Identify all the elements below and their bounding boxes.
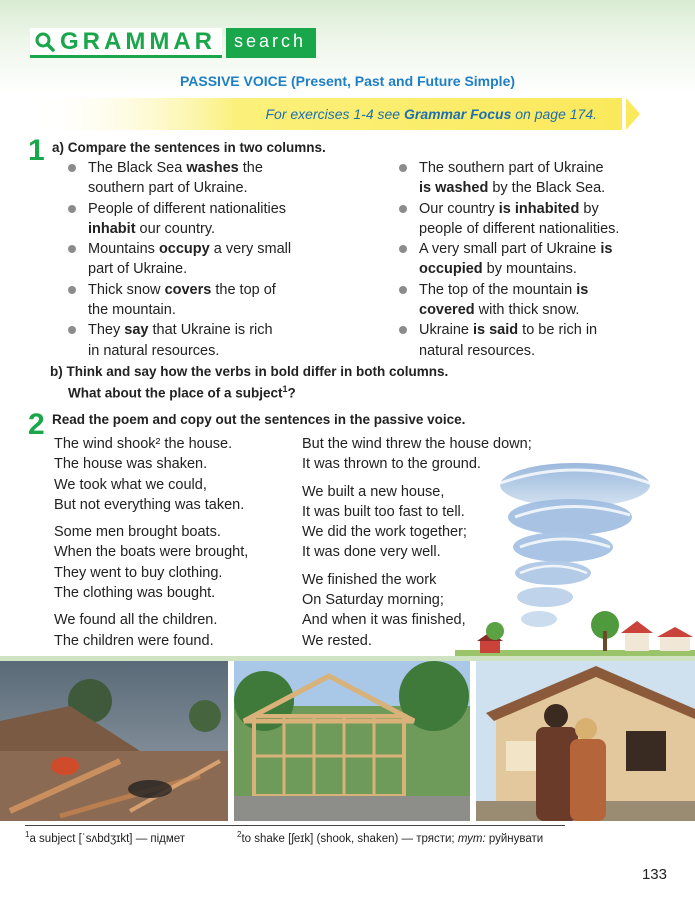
sentence-text: The southern part of Ukraine [419, 160, 604, 176]
sentence-verb-bold: is [576, 281, 589, 298]
sentence-text: part of Ukraine. [88, 261, 188, 278]
badge-left [30, 28, 222, 58]
poem-line: Some men brought boats. [54, 524, 221, 541]
sentence-line [419, 158, 695, 178]
photo-strip [0, 661, 695, 821]
poem-line: We did the work together; [302, 524, 467, 541]
right-sentence [395, 239, 695, 280]
sentence-text: Thick snow [88, 281, 165, 298]
right-sentence [395, 280, 695, 321]
sentence-text: Mountains [88, 241, 159, 258]
left-sentence [64, 158, 364, 199]
photo-house-frame [234, 661, 470, 821]
sentence-line [419, 219, 695, 239]
banner-text [0, 106, 597, 122]
footnote-1 [25, 830, 237, 845]
exercise-2-instruction: Read the poem and copy out the sentences in the passive voice. [52, 412, 466, 427]
sentence-line [88, 280, 364, 300]
badge-word: GRAMMAR [60, 27, 216, 55]
sentence-line [88, 259, 364, 279]
sentence-verb-bold: is inhabited [498, 200, 580, 217]
sentence-verb-bold: covered [419, 302, 475, 319]
sentence-line [419, 178, 695, 198]
sentence-line [88, 320, 364, 340]
sentence-text: by the Black Sea. [488, 180, 606, 197]
sentence-verb-bold: occupy [158, 241, 210, 258]
right-sentence [395, 199, 695, 240]
sentence-verb-bold: inhabit [88, 220, 136, 237]
sentence-line [419, 280, 695, 300]
sentence-line [419, 341, 695, 361]
footnote-1-text: a subject [ˈsʌbdʒɪkt] — підмет [29, 832, 186, 845]
poem-line: It was built too fast to tell. [302, 503, 465, 520]
sentence-verb-bold: is washed [419, 180, 489, 197]
sentence-text: people of different nationalities. [419, 220, 620, 237]
sentence-line [88, 341, 364, 361]
poem-line: It was done very well. [302, 544, 441, 561]
sentence-text: Our country [419, 200, 499, 217]
sentence-text: the top of [211, 281, 276, 298]
exercise-1b-line1: b) Think and say how the verbs in bold differ in both columns. [50, 364, 449, 379]
sentence-text: They [88, 322, 125, 339]
poem-line: They went to buy clothing. [54, 564, 223, 581]
sentence-text: A very small part of Ukraine [419, 241, 601, 258]
sentence-line [88, 158, 364, 178]
exercise-1b-line2 [68, 384, 296, 401]
photo-couple-new-house [476, 661, 695, 821]
sentence-text: by [579, 200, 599, 217]
sentence-text: southern part of Ukraine. [88, 180, 248, 197]
grammar-search-badge [30, 28, 316, 58]
poem-line: And when it was finished, [302, 612, 466, 629]
badge-search-label: search [226, 28, 316, 58]
sentence-verb-bold: say [124, 322, 149, 339]
poem-line: We took what we could, [54, 476, 207, 493]
poem-line: On Saturday morning; [302, 592, 444, 609]
poem-line: We finished the work [302, 571, 437, 588]
poem-line: But the wind threw the house down; [302, 436, 532, 452]
sentence-line [88, 300, 364, 320]
right-sentence [395, 158, 695, 199]
left-sentence [64, 320, 364, 361]
sentence-text: natural resources. [419, 342, 536, 359]
sentence-text: a very small [209, 241, 292, 258]
poem-line: We found all the children. [54, 612, 218, 629]
sentence-text: People of different nationalities [88, 200, 287, 217]
sentence-line [419, 239, 695, 259]
exercise-1b-end: ? [287, 385, 296, 401]
sentence-line [88, 239, 364, 259]
sentence-text: The Black Sea [88, 160, 187, 176]
poem-line: When the boats were brought, [54, 544, 249, 561]
left-sentence [64, 280, 364, 321]
banner-text-pre: For exercises 1-4 see [265, 106, 404, 122]
poem-left [54, 434, 248, 658]
poem-line: The house was shaken. [54, 456, 208, 473]
tornado-illustration [455, 455, 695, 665]
banner-text-post: on page 174. [511, 106, 597, 122]
sentence-text: our country. [135, 220, 216, 237]
footnote-2-text: to shake [ʃeɪk] (shook, shaken) — трясти; [241, 832, 458, 845]
page-title: PASSIVE VOICE (Present, Past and Future Simple) [179, 73, 516, 89]
exercise-1b-text: What about the place of a subject [68, 385, 283, 401]
poem-line: We rested. [302, 632, 372, 649]
footnote-2 [237, 830, 543, 845]
exercise-2-number: 2 [28, 408, 45, 441]
left-column [64, 158, 364, 361]
sentence-text: the mountain. [88, 302, 176, 319]
sentence-line [419, 320, 695, 340]
poem-line: But not everything was taken. [54, 496, 245, 513]
sentence-verb-bold: is [600, 241, 613, 258]
footnote-2-italic: тут: [457, 832, 486, 845]
left-sentence [64, 239, 364, 280]
poem-line: The children were found. [54, 632, 214, 649]
sentence-verb-bold: is said [473, 322, 519, 339]
magnifier-icon [34, 31, 56, 53]
poem-line: We built a new house, [302, 483, 445, 500]
sentence-line [419, 199, 695, 219]
footnote-ref-1: 1 [282, 384, 288, 394]
footnote-2-end: руйнувати [485, 832, 544, 845]
poem-stanza [54, 522, 248, 603]
poem-stanza [54, 434, 248, 515]
sentence-text: Ukraine [419, 322, 473, 339]
sentence-text: to be rich in [518, 322, 598, 339]
sentence-text: The top of the mountain [419, 281, 577, 298]
banner-bold: Grammar Focus [403, 106, 512, 122]
footnote-1-marker: 1 [25, 830, 30, 839]
sentence-text: by mountains. [482, 261, 577, 278]
sentence-text: in natural resources. [88, 342, 220, 359]
poem-line: The clothing was bought. [54, 585, 216, 602]
sentence-verb-bold: covers [164, 281, 212, 298]
photo-destroyed-house [0, 661, 228, 821]
sentence-verb-bold: washes [186, 160, 239, 176]
sentence-line [88, 199, 364, 219]
right-column [395, 158, 695, 361]
exercise-1a-instruction: a) Compare the sentences in two columns. [52, 140, 326, 155]
page-number: 133 [641, 866, 667, 883]
sentence-line [88, 219, 364, 239]
sentence-text: that Ukraine is rich [148, 322, 273, 339]
poem-line: The wind shook² the house. [54, 436, 233, 452]
exercise-1-number: 1 [28, 134, 45, 167]
footnotes [25, 825, 565, 845]
sentence-line [419, 259, 695, 279]
sentence-text: with thick snow. [474, 302, 580, 319]
right-sentence [395, 320, 695, 361]
footnote-2-marker: 2 [237, 830, 242, 839]
poem-line: It was thrown to the ground. [302, 456, 481, 473]
left-sentence [64, 199, 364, 240]
sentence-line [419, 300, 695, 320]
sentence-text: the [238, 160, 263, 176]
sentence-verb-bold: occupied [419, 261, 483, 278]
sentence-line [88, 178, 364, 198]
poem-stanza [54, 610, 248, 651]
